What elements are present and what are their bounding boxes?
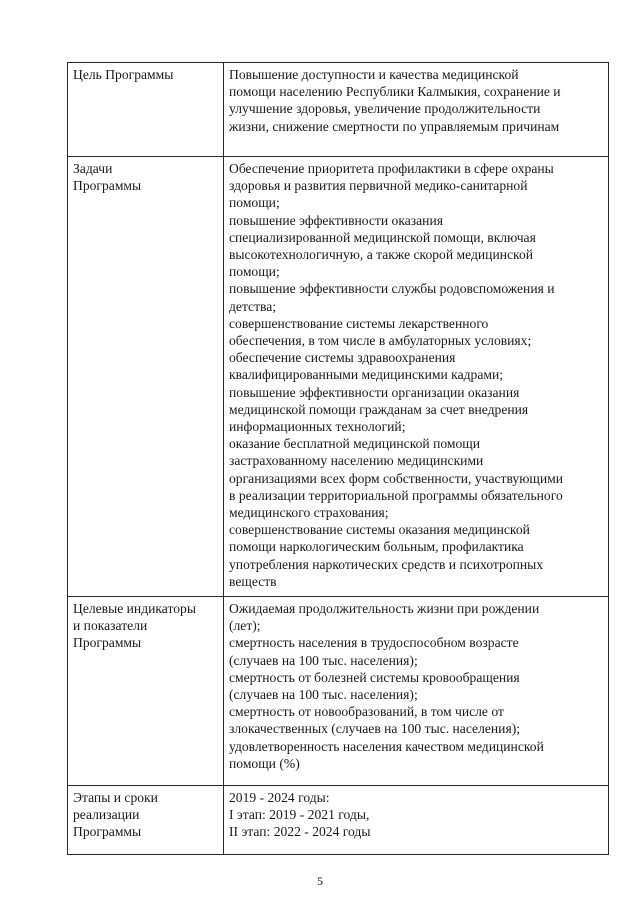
content-line: смертность от болезней системы кровообращения <box>229 669 520 685</box>
content-line: злокачественных (случаев на 100 тыс. населения); <box>229 721 520 737</box>
content-line: специализированной медицинской помощи, включая <box>229 229 536 245</box>
table-row-indicators <box>68 597 609 786</box>
content-line: квалифицированными медицинскими кадрами; <box>229 367 504 383</box>
content-line: употребления наркотических средств и психотропных <box>229 556 544 572</box>
row-content-stages <box>224 786 609 855</box>
content-line: (лет); <box>229 618 261 634</box>
content-line: Ожидаемая продолжительность жизни при рождении <box>229 601 540 616</box>
content-line: совершенствование системы оказания медицинской <box>229 522 530 538</box>
content-line: II этап: 2022 - 2024 годы <box>229 824 371 840</box>
content-line: оказание бесплатной медицинской помощи <box>229 436 481 452</box>
content-line: Обеспечение приоритета профилактики в сфере охраны <box>229 161 554 176</box>
content-line: повышение эффективности организации оказания <box>229 384 520 400</box>
content-line: обеспечения, в том числе в амбулаторных условиях; <box>229 333 532 349</box>
content-line: помощи; <box>229 264 280 280</box>
content-line: жизни, снижение смертности по управляемым причинам <box>229 118 560 134</box>
content-line: помощи населению Республики Калмыкия, сохранение и <box>229 84 561 100</box>
label-line: Целевые индикаторы <box>73 601 196 616</box>
table-row-tasks <box>68 157 609 597</box>
label-line: Программы <box>73 635 142 651</box>
label-line: реализации <box>73 807 140 823</box>
row-content-indicators <box>224 597 609 786</box>
table-row-goal <box>68 63 609 157</box>
content-line: 2019 - 2024 годы: <box>229 790 330 805</box>
content-line: удовлетворенность населения качеством медицинской <box>229 738 544 754</box>
content-line: застрахованному населению медицинскими <box>229 453 484 469</box>
content-line: помощи наркологическим больным, профилактика <box>229 539 524 555</box>
content-line: медицинской помощи гражданам за счет внедрения <box>229 401 529 417</box>
content-line: в реализации территориальной программы обязательного <box>229 487 563 503</box>
label-line: Программы <box>73 178 142 194</box>
content-line: организациями всех форм собственности, участвующими <box>229 470 564 486</box>
label-line: и показатели <box>73 618 148 634</box>
row-label-stages <box>68 786 224 855</box>
content-line: помощи (%) <box>229 755 300 771</box>
content-line: Повышение доступности и качества медицинской <box>229 67 519 82</box>
content-line: (случаев на 100 тыс. населения); <box>229 687 418 703</box>
content-line: (случаев на 100 тыс. населения); <box>229 652 418 668</box>
content-line: детства; <box>229 298 277 314</box>
content-line: улучшение здоровья, увеличение продолжительности <box>229 101 541 117</box>
content-line: обеспечение системы здравоохранения <box>229 350 456 366</box>
label-line: Этапы и сроки <box>73 790 158 805</box>
row-content-tasks <box>224 157 609 597</box>
content-line: веществ <box>229 573 277 589</box>
content-line: повышение эффективности оказания <box>229 212 443 228</box>
content-line: совершенствование системы лекарственного <box>229 315 489 331</box>
content-line: помощи; <box>229 195 280 211</box>
content-line: медицинского страхования; <box>229 505 389 521</box>
program-passport-table <box>67 62 609 855</box>
content-line: I этап: 2019 - 2021 годы, <box>229 807 370 823</box>
label-line: Программы <box>73 824 142 840</box>
label-line: Цель Программы <box>73 67 174 82</box>
row-label-indicators <box>68 597 224 786</box>
table-row-stages <box>68 786 609 855</box>
content-line: информационных технологий; <box>229 419 406 435</box>
content-line: повышение эффективности службы родовспоможения и <box>229 281 555 297</box>
row-label-goal <box>68 63 224 157</box>
content-line: смертность от новообразований, в том числе от <box>229 704 504 720</box>
row-content-goal <box>224 63 609 157</box>
row-label-tasks <box>68 157 224 597</box>
content-line: здоровья и развития первичной медико-санитарной <box>229 178 528 194</box>
page-number: 5 <box>317 874 323 888</box>
content-line: высокотехнологичную, а также скорой медицинской <box>229 247 534 263</box>
label-line: Задачи <box>73 161 113 176</box>
content-line: смертность населения в трудоспособном возрасте <box>229 635 519 651</box>
